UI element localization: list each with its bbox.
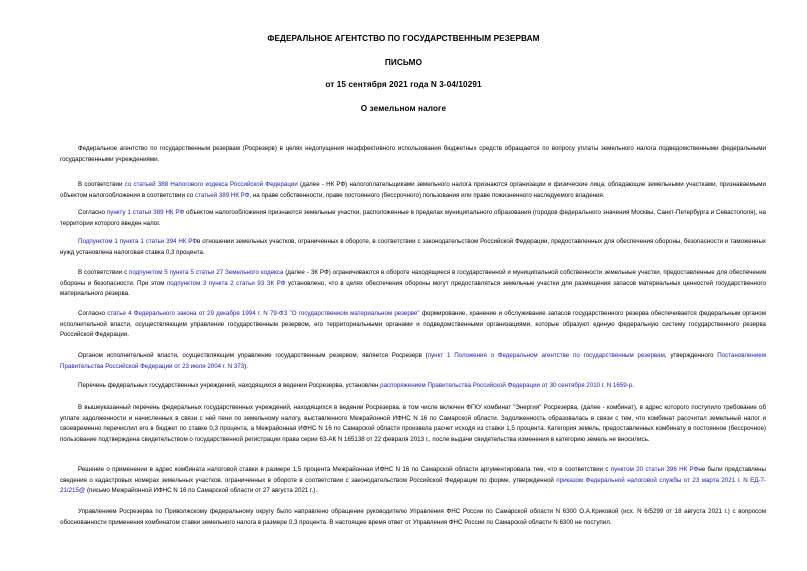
legal-reference-link[interactable]: статье 4 Федерального закона от 29 декабря 1994 г. N 79-ФЗ "О государственном материальном резерве" (107, 310, 420, 317)
paragraph-4 (60, 237, 766, 258)
paragraph-text: Согласно (78, 310, 108, 317)
paragraph-8 (60, 381, 766, 392)
paragraph-text: В вышеуказанный перечень федеральных государственных учреждений, находящихся в ведении Росрезерва, в том числе включен ФГКУ комбинат "Энергия" Росрезерва, (далее - комбинат), в адрес которого поступило требование об уплате задолженности и начисленных в связи с ней пени по земельному налогу, выставленного Межрайонной ИФНС N 16 по Самарской области. Задолженность образовалась в связи с тем, что комбинат рассчитал земельный налог и своевременно перечислил его в бюджет по ставке 0,3 процента, а Межрайонная ИФНС N 16 по Самарской области произвела расчет исходя из ставки 1,5 процента. Категория земель, предоставленных комбинату в постоянное (бессрочное) пользование подтверждена свидетельством о государственной регистрации права серии 63-АК N 165138 от 22 февраля 2013 г., после выдачи свидетельства изменения в категорию земель не вносились. (60, 404, 766, 443)
legal-reference-link[interactable]: Постановлением Правительства Российской Федерации от 23 июля 2004 г. N 373 (60, 352, 766, 370)
paragraph-text: ). (244, 362, 249, 370)
paragraph-6 (60, 309, 766, 341)
legal-reference-link[interactable]: подпунктом 3 пункта 2 статьи 93 ЗК РФ (166, 279, 286, 287)
document-subject: О земельном налоге (360, 104, 447, 113)
legal-reference-link[interactable]: распоряжением Правительства Российской Федерации от 30 сентября 2010 г. N 1659-р (380, 382, 633, 389)
paragraph-5 (60, 268, 766, 300)
legal-reference-link[interactable]: пункт 1 Положения о Федеральном агентстве по государственным резервам (427, 352, 665, 359)
paragraph-text: , на праве собственности, праве постоянного (бессрочного) пользования или праве пожизненного наследуемого владения. (249, 191, 605, 199)
paragraph-text: (письмо Межрайонной ИФНС N 16 по Самарской области от 27 августа 2021 г.). (85, 487, 318, 495)
legal-reference-link[interactable]: приказом Федеральной налоговой службы от 23 марта 2021 г. N ЕД-7-21/215@ (60, 476, 766, 495)
document-date-number: от 15 сентября 2021 года N 3-04/10291 (325, 80, 482, 89)
paragraph-text: в отношении земельных участков, ограниченных в обороте, в соответствии с законодательством Российской Федерации, предоставленных для обеспечения обороны, безопасности и таможенных нужд установлена налоговая ставка 0,3 процента. (60, 238, 766, 256)
paragraph-2 (60, 180, 766, 201)
legal-reference-link[interactable]: подпунктом 5 пункта 5 статьи 27 Земельного кодекса (129, 269, 284, 276)
paragraph-text: (далее - НК РФ) налогоплательщиками земельного налога признаются организации и физические лица, обладающие земельными участками, признаваемыми объектом налогообложения в соответствии со (60, 181, 767, 199)
paragraph-11 (60, 507, 766, 528)
legal-reference-link[interactable]: пункту 1 статьи 389 НК РФ (106, 209, 185, 216)
paragraph-10 (60, 465, 766, 497)
document-type: ПИСЬМО (384, 58, 423, 67)
paragraph-text: не были представлены сведения о кадастровых номерах земельных участков, ограниченных в обороте в соответствии с законодательством Российской Федерации по форме, утвержденной (60, 466, 767, 484)
paragraph-text: Органом исполнительной власти, осуществляющим управление государственным резервом, является Росрезерв ( (78, 352, 428, 359)
paragraph-text: В соответствии с (78, 269, 130, 276)
agency-name: ФЕДЕРАЛЬНОЕ АГЕНТСТВО ПО ГОСУДАРСТВЕННЫМ РЕЗЕРВАМ (267, 34, 540, 43)
paragraph-text: В соответствии (78, 181, 125, 188)
legal-reference-link[interactable]: пунктом 20 статьи 396 НК РФ (610, 466, 699, 473)
paragraph-text: (далее - ЗК РФ) ограничиваются в обороте находящиеся в государственной и муниципальной собственности земельные участки, предоставленные для обеспечения обороны и безопасности. При этом (60, 269, 766, 287)
paragraph-text: Решение о применении в адрес комбината налоговой ставки в размере 1,5 процента Межрайонная ИФНС N 16 по Самарской области аргументировала тем, что в соответствии с (78, 466, 611, 473)
paragraph-text: формирование, хранение и обслуживание запасов государственного резерва обеспечивается федеральным органом исполнительной власти, осуществляющим управление государственным резервом, его территориальными органами и подведомственными организациями, которые образуют единую федеральную систему государственного резерва Российской Федерации. (60, 310, 766, 339)
paragraph-text: Федеральное агентство по государственным резервам (Росрезерв) в целях недопущения неэффективного использования бюджетных средств обращается по вопросу уплаты земельного налога подведомственными федеральными государственными учреждениями. (60, 145, 766, 163)
paragraph-text: Управлением Росрезерва по Приволжскому федеральному округу было направлено обращение руководителю Управления ФНС России по Самарской области N 6300 О.А.Криковой (исх. N 6/5299 от 18 августа 2021 г.) с вопросом обоснованности применения комбинатом ставки земельного налога в размере 0,3 процента. В настоящее время ответ от Управления ФНС России по Самарской области N 6300 не поступил. (60, 508, 766, 526)
paragraph-text: объектом налогообложения признаются земельные участки, расположенные в пределах муниципального образования (городов федерального значения Москвы, Санкт-Петербурга и Севастополя), на территории которого введен налог. (60, 209, 766, 227)
paragraph-text: установлено, что в целях обеспечения обороны могут предоставляться земельные участки для размещения запасов материальных ценностей государственного материального резерва. (60, 279, 766, 298)
legal-reference-link[interactable]: статьей 389 НК РФ (195, 191, 250, 199)
paragraph-text: , утвержденного (664, 352, 718, 359)
paragraph-text: Перечень федеральных государственных учреждений, находящихся в ведении Росрезерва, установлен (78, 382, 381, 389)
paragraph-1 (60, 144, 766, 165)
paragraph-3 (60, 208, 766, 229)
paragraph-9 (60, 403, 766, 445)
paragraph-text: . (632, 382, 634, 389)
legal-reference-link[interactable]: Подпунктом 1 пункта 1 статьи 394 НК РФ (78, 238, 198, 245)
paragraph-text: Согласно (78, 209, 107, 216)
legal-reference-link[interactable]: со статьей 388 Налогового кодекса Российской Федерации (124, 181, 298, 188)
paragraph-7 (60, 351, 766, 372)
